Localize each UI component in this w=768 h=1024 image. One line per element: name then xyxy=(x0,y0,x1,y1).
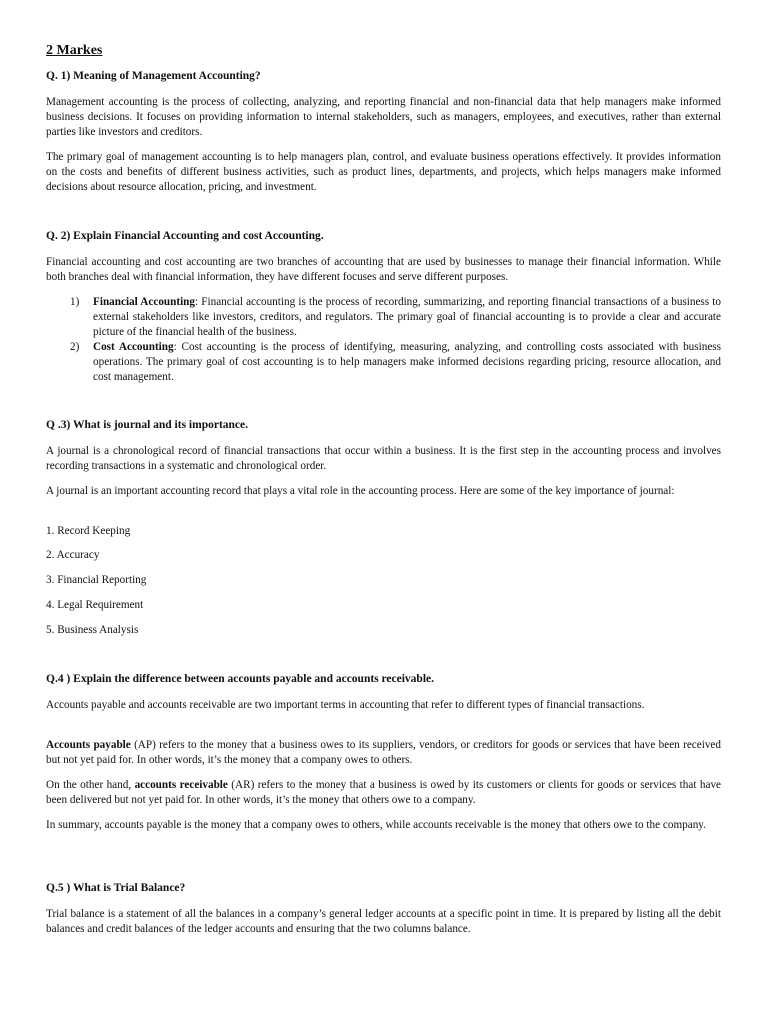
question-2-paragraph-1: Financial accounting and cost accounting are two branches of accounting that are used by businesses to manage their financial information. While both branches deal with financial information, they have different focuses and serve different purposes. xyxy=(46,256,721,283)
question-4-title: Q.4 ) Explain the difference between accounts payable and accounts receivable. xyxy=(46,673,434,685)
question-3-list-item: 4. Legal Requirement xyxy=(46,599,144,611)
list-item-text: : Cost accounting is the process of identifying, measuring, analyzing, and controlling costs associated with business operations. The primary goal of cost accounting is to help managers make informed decisions regarding pricing, resource allocation, and cost management. xyxy=(93,341,721,383)
list-item-text: : Financial accounting is the process of recording, summarizing, and reporting financial transactions of a business to external stakeholders like investors, creditors, and regulators. The primary goal of financial accounting is to provide a clear and accurate picture of the financial health of the business. xyxy=(93,296,722,338)
question-1-paragraph-2: The primary goal of management accounting is to help managers plan, control, and evaluate business operations effectively. It provides information on the costs and benefits of different business activities, such as product lines, departments, and projects, which helps managers make informed decisions about resource allocation, pricing, and investment. xyxy=(46,151,721,193)
list-item-term: Financial Accounting xyxy=(93,296,196,308)
list-item-body xyxy=(93,340,721,385)
paragraph-text: On the other hand, xyxy=(46,779,135,791)
question-3-paragraph-2: A journal is an important accounting record that plays a vital role in the accounting process. Here are some of the key importance of journal: xyxy=(46,485,675,497)
list-item-body xyxy=(93,295,721,340)
question-3-list-item: 2. Accuracy xyxy=(46,549,100,561)
question-4-paragraph-4: In summary, accounts payable is the money that a company owes to others, while accounts receivable is the money that others owe to the company. xyxy=(46,819,706,831)
accounts-payable-term: Accounts payable xyxy=(46,739,131,751)
list-marker: 2) xyxy=(70,341,80,353)
page-title: 2 Markes xyxy=(46,43,103,58)
question-1-title: Q. 1) Meaning of Management Accounting? xyxy=(46,70,261,82)
paragraph-text: (AR) refers to the money that a business is owed by its customers or clients for goods or services that have been delivered but not yet paid for. In other words, it’s the money that others owe to a company. xyxy=(46,779,721,806)
question-2-title: Q. 2) Explain Financial Accounting and cost Accounting. xyxy=(46,230,324,242)
question-2-list-item-2 xyxy=(70,340,721,385)
question-3-paragraph-1: A journal is a chronological record of financial transactions that occur within a business. It is the first step in the accounting process and involves recording transactions in a systematic and chronological order. xyxy=(46,445,721,472)
accounts-receivable-term: accounts receivable xyxy=(134,779,228,791)
question-5-title: Q.5 ) What is Trial Balance? xyxy=(46,882,186,894)
question-4-paragraph-3 xyxy=(46,778,721,808)
question-1-paragraph-1: Management accounting is the process of collecting, analyzing, and reporting financial and non-financial data that help managers make informed business decisions. It focuses on providing information to internal stakeholders, such as managers, employees, and executives, rather than external parties like investors and creditors. xyxy=(46,96,721,138)
question-2-list-item-1 xyxy=(70,295,721,340)
list-marker: 1) xyxy=(70,296,80,308)
question-3-list-item: 3. Financial Reporting xyxy=(46,574,147,586)
question-3-list-item: 1. Record Keeping xyxy=(46,525,131,537)
question-4-paragraph-2 xyxy=(46,738,721,768)
question-5-paragraph-1: Trial balance is a statement of all the balances in a company’s general ledger accounts at a specific point in time. It is prepared by listing all the debit balances and credit balances of the ledger accounts and ensuring that the two columns balance. xyxy=(46,908,721,935)
question-3-title: Q .3) What is journal and its importance. xyxy=(46,419,249,431)
list-item-term: Cost Accounting xyxy=(93,341,174,353)
question-4-paragraph-1: Accounts payable and accounts receivable are two important terms in accounting that refer to different types of financial transactions. xyxy=(46,699,645,711)
paragraph-text: (AP) refers to the money that a business owes to its suppliers, vendors, or creditors for goods or services that have been received but not yet paid for. In other words, it’s the money that a company owes to others. xyxy=(46,739,721,766)
question-3-list-item: 5. Business Analysis xyxy=(46,624,139,636)
